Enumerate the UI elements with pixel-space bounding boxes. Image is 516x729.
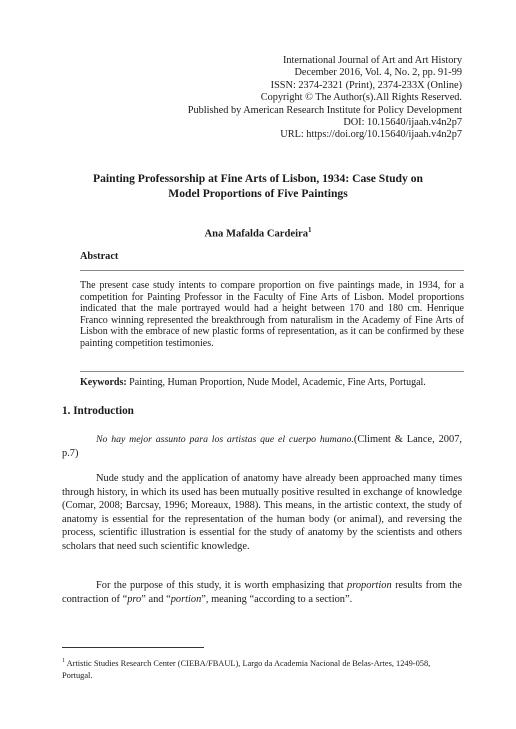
p3-text-b: results from the contraction of “ [62,580,462,605]
p3-term-proportion: proportion [347,580,392,591]
footnote-rule [62,647,204,648]
p3-term-portion: portion [170,593,202,605]
journal-url[interactable]: URL: https://doi.org/10.15640/ijaah.v4n2p7 [280,129,462,141]
body-paragraph-3 [62,579,462,606]
keywords [80,377,464,388]
p3-text-c: ” and “ [141,593,171,605]
journal-publisher: Published by American Research Institute for Policy Development [187,104,462,116]
author [62,226,454,240]
journal-doi[interactable]: DOI: 10.15640/ijaah.v4n2p7 [343,117,462,129]
p3-term-pro: pro [127,593,142,605]
epigraph-paragraph [62,433,462,460]
abstract-heading: Abstract [80,251,119,262]
abstract-text: The present case study intents to compare proportion on five paintings made, in 1934, for a competition for Painting Professor in the Faculty of Fine Arts of Lisbon. Model proportions indicated that the male portrayed would had a height between 170 and 180 cm. Henrique Franco winning represented the breakthrough from naturalism in the Academy of Fine Arts of Lisbon with the embrace of new plastic forms of representation, as it can be confirmed by these painting competition testimonies. [80,280,464,349]
footnote-mark: 1 [62,658,65,664]
author-name: Ana Mafalda Cardeira [204,228,309,240]
abstract-bottom-rule [80,371,464,372]
paper-title-line-1: Painting Professorship at Fine Arts of Lisbon, 1934: Case Study on [93,172,423,185]
footnote-text: Artistic Studies Research Center (CIEBA/FBAUL), Largo da Academia Nacional de Belas-Artes, 1249-058, Portugal. [62,658,431,681]
epigraph-quote: No hay mejor assunto para los artistas que el cuerpo humano. [96,434,354,445]
epigraph-citation: (Climent & Lance, 2007, p.7) [62,434,462,459]
journal-issue: December 2016, Vol. 4, No. 2, pp. 91-99 [294,67,462,79]
journal-copyright: Copyright © The Author(s).All Rights Reserved. [260,92,462,104]
journal-header [132,55,462,142]
p3-text-d: ”, meaning “according to a section”. [201,593,353,605]
footnote-1 [62,655,462,683]
keywords-label: Keywords: [80,377,127,388]
body-paragraph-2: Nude study and the application of anatomy have already been approached many times through history, in which its used has been mutually positive resulted in exchange of knowledge (Comar, 2008; Barcsay, 1996; Moreaux, 1988). This means, in the artistic context, the study of anatomy is essential for the representation of the human body (or animal), and reversing the process, scientific illustration is essential for the study of anatomy by the scientists and others scholars that need such scientific knowledge. [62,473,462,552]
keywords-text: Painting, Human Proportion, Nude Model, Academic, Fine Arts, Portugal. [129,377,426,388]
journal-issn: ISSN: 2374-2321 (Print), 2374-233X (Online) [270,79,462,91]
author-footnote-mark[interactable]: 1 [308,226,312,234]
abstract-top-rule [80,270,464,271]
journal-name: International Journal of Art and Art History [282,55,462,66]
p3-text-a: For the purpose of this study, it is worth emphasizing that [96,580,347,591]
paper-title-line-2: Model Proportions of Five Paintings [168,186,348,200]
section-heading-introduction: 1. Introduction [62,405,134,417]
paper-title [62,172,454,201]
